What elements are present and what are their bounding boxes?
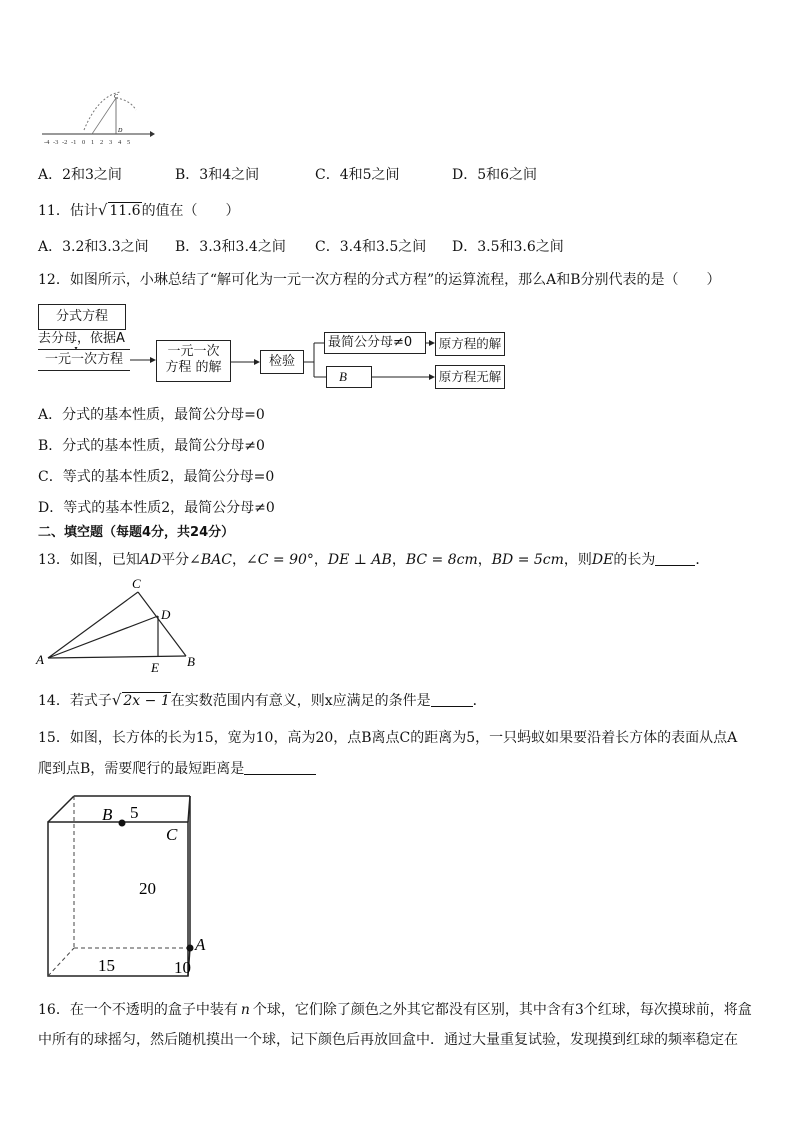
q11-option-b: B．3.3和3.4之间 [175,239,286,255]
q16-question-line1 [38,1000,752,1020]
flow-annotation: 去分母，依据A [38,331,125,346]
q13-answer-blank[interactable] [655,551,695,566]
q16-text: 个球，它们除了颜色之外其它都没有区别，其中含有3个红球，每次摸球前，将盒 [252,1002,752,1018]
tick-label: -3 [53,139,59,146]
flow-box-b: B [326,366,372,388]
point-c-label: C [166,825,178,844]
q12-option-a: A．分式的基本性质，最简公分母=0 [38,407,265,423]
section-heading-fill-in: 二、填空题（每题4分，共24分） [38,525,235,540]
point-e-label: E [151,660,159,675]
q11-question [38,200,240,221]
q10-option-c: C．4和5之间 [315,167,400,183]
q13-triangle-figure [34,574,204,676]
vertex-c-label: C [132,576,141,591]
flow-box-no-solution: 原方程无解 [435,365,505,389]
tick-label: 5 [127,139,131,146]
q15-question-line1: 15．如图，长方体的长为15，宽为10，高为20，点B离点C的距离为5，一只蚂蚁如果要沿着长方体的表面从点A [38,730,738,746]
q12-option-b: B．分式的基本性质，最简公分母≠0 [38,438,265,454]
q13-ad: AD [139,552,162,568]
q11-suffix: 的值在（ ） [141,203,240,219]
tick-label: -2 [62,139,68,146]
flow-box-linear-solution-line2: 方程 的解 [165,360,222,375]
q10-option-a: A．2和3之间 [38,167,122,183]
sqrt-symbol: √ [97,201,108,219]
flow-box-linear-solution-line1: 一元一次 [167,344,220,359]
q13-de-perp-ab: DE ⊥ AB [327,552,392,568]
q16-n: n [240,1002,250,1018]
q14-prefix: 14．若式子 [38,693,112,709]
q13-bc: BC = 8cm [405,552,478,568]
q13-bd: BD = 5cm [491,552,564,568]
q13-text: 13．如图，已知 [38,552,140,568]
point-d-label: D [118,128,123,134]
tick-label: 4 [118,139,122,146]
tick-labels [44,139,130,146]
length-fifteen-label: 15 [98,956,115,975]
q14-question [38,690,487,711]
vertex-b-label: B [187,654,195,669]
q15-answer-blank[interactable] [244,760,316,775]
q13-text: ， [477,552,492,568]
q16-text: 16．在一个不透明的盒子中装有 [38,1002,238,1018]
flow-box-linear-solution [156,340,231,382]
q15-question-line2 [38,759,316,779]
q13-text: ，则 [563,552,592,568]
tick-label: -1 [71,139,77,146]
tick-label: 2 [100,139,104,146]
q15-cuboid-figure [40,790,220,982]
point-c-label: C [114,94,119,100]
q13-question [38,550,709,570]
q16-question-line2: 中所有的球摇匀，然后随机摸出一个球，记下颜色后再放回盒中．通过大量重复试验，发现摸到红球的频率稳定在 [38,1032,738,1048]
q13-text: 的长为 [613,552,656,568]
q11-option-a: A．3.2和3.3之间 [38,239,149,255]
q10-option-b: B．3和4之间 [175,167,260,183]
tick-label: 0 [82,139,86,146]
q14-middle: 在实数范围内有意义，则x应满足的条件是 [170,693,431,709]
q11-option-d: D．3.5和3.6之间 [452,239,564,255]
dist-five-label: 5 [130,803,139,822]
q13-text: 平分 [161,552,190,568]
point-d-label: D [161,607,171,622]
sqrt-symbol: √ [111,691,122,709]
q12-option-d: D．等式的基本性质2，最简公分母≠0 [38,500,275,516]
flow-box-fractional-equation: 分式方程 [38,304,126,330]
tick-label: -4 [44,139,50,146]
q13-angle-c: ∠C = 90° [246,552,314,568]
q12-question: 12．如图所示，小琳总结了“解可化为一元一次方程的分式方程”的运算流程，那么A和B分别代表的是（ ） [38,272,721,288]
q13-text: ， [232,552,247,568]
vertex-a-label: A [36,652,44,667]
q11-radicand: 11.6 [109,203,141,219]
flow-box-lcd-nonzero: 最简公分母≠0 [324,332,426,354]
flow-box-original-solution: 原方程的解 [435,332,505,356]
q14-end: ． [472,693,487,709]
q14-radicand: 2x − 1 [123,693,170,709]
tick-label: 3 [109,139,113,146]
flow-box-linear-equation: 一元一次方程 [38,349,130,371]
q12-flowchart [36,300,506,392]
q13-bac: ∠BAC [189,552,233,568]
q13-text: ． [695,552,710,568]
q10-option-d: D．5和6之间 [452,167,538,183]
q11-prefix: 11．估计 [38,203,98,219]
width-ten-label: 10 [174,958,191,977]
point-a-label: A [195,935,206,954]
q14-answer-blank[interactable] [431,692,473,707]
q13-de: DE [591,552,614,568]
q15-text: 爬到点B，需要爬行的最短距离是 [38,761,245,777]
q12-option-c: C．等式的基本性质2，最简公分母=0 [38,469,275,485]
q13-text: ， [391,552,406,568]
height-twenty-label: 20 [139,879,156,898]
q11-option-c: C．3.4和3.5之间 [315,239,427,255]
number-line-figure [38,88,158,150]
tick-label: 1 [91,139,95,146]
q13-text: ， [313,552,328,568]
flow-box-check: 检验 [260,350,304,374]
point-b-label: B [102,805,113,824]
